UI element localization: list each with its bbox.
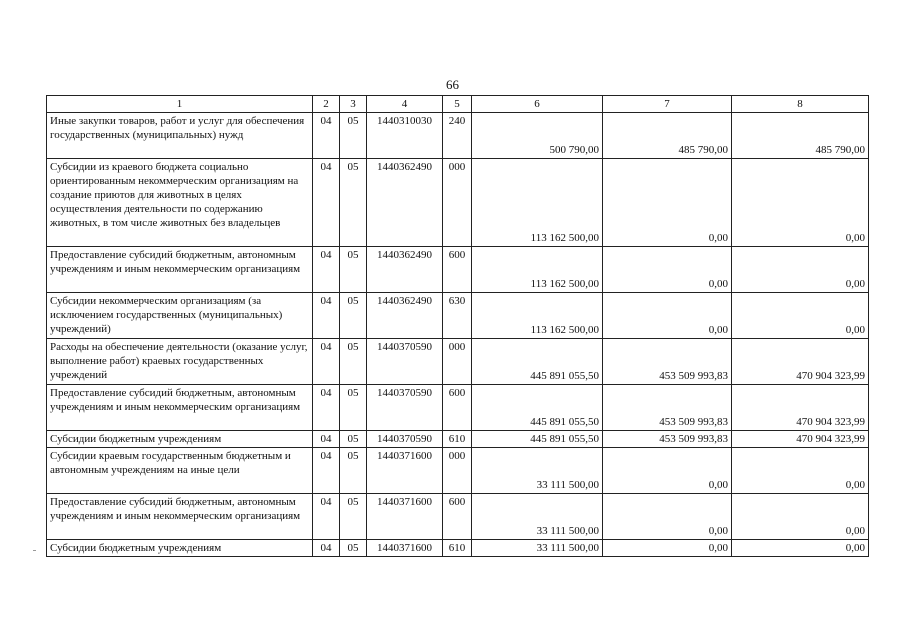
section-code: 04: [313, 159, 340, 247]
column-header: 3: [340, 96, 367, 113]
subsection-code: 05: [340, 540, 367, 557]
expense-type-code: 600: [443, 247, 472, 293]
amount-col-7: 0,00: [603, 448, 732, 494]
expense-type-code: 240: [443, 113, 472, 159]
budget-table: [46, 95, 869, 557]
expense-type-code: 600: [443, 494, 472, 540]
amount-col-6: 33 111 500,00: [472, 448, 603, 494]
amount-col-7: 453 509 993,83: [603, 431, 732, 448]
column-header: 1: [47, 96, 313, 113]
page-number: 66: [446, 77, 459, 92]
column-header: 6: [472, 96, 603, 113]
subsection-code: 05: [340, 494, 367, 540]
amount-col-7: 0,00: [603, 159, 732, 247]
row-name: Расходы на обеспечение деятельности (оказание услуг, выполнение работ) краевых государственных учреждений: [47, 339, 313, 385]
column-header: 7: [603, 96, 732, 113]
column-header: 4: [367, 96, 443, 113]
section-code: 04: [313, 448, 340, 494]
amount-col-6: 445 891 055,50: [472, 339, 603, 385]
amount-col-8: 470 904 323,99: [732, 431, 869, 448]
target-article-code: 1440371600: [367, 448, 443, 494]
amount-col-8: 0,00: [732, 540, 869, 557]
amount-col-8: 0,00: [732, 494, 869, 540]
expense-type-code: 610: [443, 540, 472, 557]
amount-col-7: 453 509 993,83: [603, 339, 732, 385]
section-code: 04: [313, 247, 340, 293]
row-name: Субсидии из краевого бюджета социально ориентированным некоммерческим организациям на создание приютов для животных в целях осуществления деятельности по содержанию животных, в том числе животных без владельцев: [47, 159, 313, 247]
target-article-code: 1440362490: [367, 159, 443, 247]
subsection-code: 05: [340, 159, 367, 247]
target-article-code: 1440310030: [367, 113, 443, 159]
section-code: 04: [313, 113, 340, 159]
table-row: [47, 431, 869, 448]
table-row: [47, 494, 869, 540]
amount-col-7: 0,00: [603, 494, 732, 540]
amount-col-7: 453 509 993,83: [603, 385, 732, 431]
target-article-code: 1440371600: [367, 494, 443, 540]
expense-type-code: 630: [443, 293, 472, 339]
amount-col-8: 470 904 323,99: [732, 339, 869, 385]
amount-col-6: 113 162 500,00: [472, 159, 603, 247]
section-code: 04: [313, 293, 340, 339]
section-code: 04: [313, 431, 340, 448]
subsection-code: 05: [340, 293, 367, 339]
subsection-code: 05: [340, 431, 367, 448]
expense-type-code: 000: [443, 448, 472, 494]
expense-type-code: 600: [443, 385, 472, 431]
subsection-code: 05: [340, 339, 367, 385]
section-code: 04: [313, 385, 340, 431]
row-name: Субсидии бюджетным учреждениям: [47, 540, 313, 557]
amount-col-6: 445 891 055,50: [472, 431, 603, 448]
scan-mark: [33, 550, 36, 551]
amount-col-6: 500 790,00: [472, 113, 603, 159]
amount-col-8: 0,00: [732, 448, 869, 494]
column-header: 5: [443, 96, 472, 113]
expense-type-code: 000: [443, 159, 472, 247]
column-header: 2: [313, 96, 340, 113]
table-row: [47, 159, 869, 247]
header-row: [47, 96, 869, 113]
amount-col-7: 0,00: [603, 293, 732, 339]
amount-col-6: 33 111 500,00: [472, 494, 603, 540]
amount-col-8: 470 904 323,99: [732, 385, 869, 431]
section-code: 04: [313, 339, 340, 385]
amount-col-6: 113 162 500,00: [472, 293, 603, 339]
table-row: [47, 448, 869, 494]
target-article-code: 1440370590: [367, 431, 443, 448]
row-name: Субсидии некоммерческим организациям (за исключением государственных (муниципальных) учреждений): [47, 293, 313, 339]
amount-col-8: 0,00: [732, 247, 869, 293]
amount-col-8: 485 790,00: [732, 113, 869, 159]
table-row: [47, 339, 869, 385]
target-article-code: 1440370590: [367, 339, 443, 385]
row-name: Субсидии краевым государственным бюджетным и автономным учреждениям на иные цели: [47, 448, 313, 494]
target-article-code: 1440370590: [367, 385, 443, 431]
expense-type-code: 000: [443, 339, 472, 385]
amount-col-7: 485 790,00: [603, 113, 732, 159]
amount-col-7: 0,00: [603, 540, 732, 557]
table-row: [47, 293, 869, 339]
row-name: Предоставление субсидий бюджетным, автономным учреждениям и иным некоммерческим организациям: [47, 247, 313, 293]
table-row: [47, 385, 869, 431]
table-row: [47, 540, 869, 557]
subsection-code: 05: [340, 113, 367, 159]
row-name: Субсидии бюджетным учреждениям: [47, 431, 313, 448]
amount-col-8: 0,00: [732, 293, 869, 339]
amount-col-6: 445 891 055,50: [472, 385, 603, 431]
table-row: [47, 113, 869, 159]
section-code: 04: [313, 494, 340, 540]
target-article-code: 1440371600: [367, 540, 443, 557]
amount-col-8: 0,00: [732, 159, 869, 247]
row-name: Предоставление субсидий бюджетным, автономным учреждениям и иным некоммерческим организациям: [47, 494, 313, 540]
column-header: 8: [732, 96, 869, 113]
amount-col-6: 113 162 500,00: [472, 247, 603, 293]
expense-type-code: 610: [443, 431, 472, 448]
subsection-code: 05: [340, 247, 367, 293]
target-article-code: 1440362490: [367, 293, 443, 339]
amount-col-7: 0,00: [603, 247, 732, 293]
amount-col-6: 33 111 500,00: [472, 540, 603, 557]
target-article-code: 1440362490: [367, 247, 443, 293]
row-name: Предоставление субсидий бюджетным, автономным учреждениям и иным некоммерческим организациям: [47, 385, 313, 431]
subsection-code: 05: [340, 448, 367, 494]
subsection-code: 05: [340, 385, 367, 431]
table-row: [47, 247, 869, 293]
row-name: Иные закупки товаров, работ и услуг для обеспечения государственных (муниципальных) нужд: [47, 113, 313, 159]
section-code: 04: [313, 540, 340, 557]
